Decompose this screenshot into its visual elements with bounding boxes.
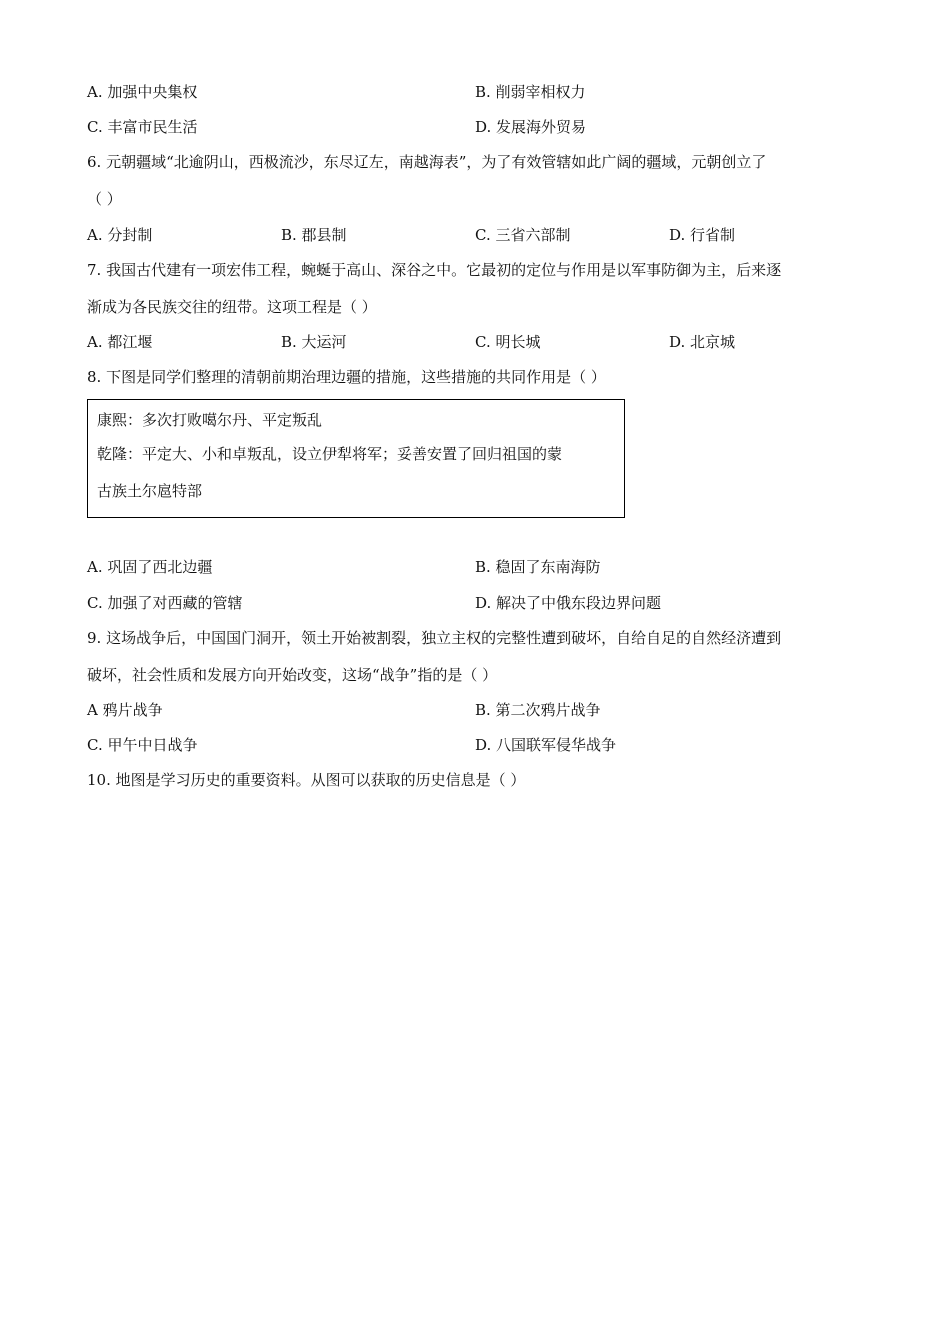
q5-option-a: A. 加强中央集权 (87, 83, 198, 101)
q7-option-d: D. 北京城 (669, 333, 736, 351)
q8-option-c: C. 加强了对西藏的管辖 (87, 594, 243, 612)
q8-option-b: B. 稳固了东南海防 (475, 558, 601, 576)
q9-option-d: D. 八国联军侵华战争 (475, 736, 617, 754)
q7-option-c: C. 明长城 (475, 333, 541, 351)
q5-option-d: D. 发展海外贸易 (475, 118, 587, 136)
q5-option-b: B. 削弱宰相权力 (475, 83, 586, 101)
q5-option-c: C. 丰富市民生活 (87, 118, 198, 136)
q6-option-d: D. 行省制 (669, 226, 736, 244)
q7-option-a: A. 都江堰 (87, 333, 153, 351)
q8-stem: 8. 下图是同学们整理的清朝前期治理边疆的措施，这些措施的共同作用是（ ） (87, 368, 606, 386)
q10-stem: 10. 地图是学习历史的重要资料。从图可以获取的历史信息是（ ） (87, 771, 526, 789)
q6-option-b: B. 郡县制 (281, 226, 347, 244)
q8-box-line3: 古族土尔扈特部 (97, 482, 203, 500)
q7-stem-line2: 渐成为各民族交往的纽带。这项工程是（ ） (87, 298, 377, 316)
q8-measures-box (87, 399, 625, 518)
q7-option-b: B. 大运河 (281, 333, 347, 351)
q9-stem-line2: 破坏，社会性质和发展方向开始改变，这场“战争”指的是（ ） (87, 666, 498, 684)
q8-option-a: A. 巩固了西北边疆 (87, 558, 213, 576)
q6-stem-line2: （ ） (87, 190, 122, 208)
q7-stem-line1: 7. 我国古代建有一项宏伟工程，蜿蜒于高山、深谷之中。它最初的定位与作用是以军事防御为主，后来逐 (87, 261, 782, 279)
q9-option-b: B. 第二次鸦片战争 (475, 701, 601, 719)
q9-option-c: C. 甲午中日战争 (87, 736, 198, 754)
q6-option-a: A. 分封制 (87, 226, 153, 244)
q9-option-a: A 鸦片战争 (87, 701, 163, 719)
q9-stem-line1: 9. 这场战争后，中国国门洞开，领土开始被割裂，独立主权的完整性遭到破坏，自给自足的自然经济遭到 (87, 629, 782, 647)
q8-box-line1: 康熙：多次打败噶尔丹、平定叛乱 (97, 411, 323, 429)
q8-box-line2: 乾隆：平定大、小和卓叛乱，设立伊犁将军；妥善安置了回归祖国的蒙 (97, 445, 563, 463)
q8-option-d: D. 解决了中俄东段边界问题 (475, 594, 662, 612)
q6-option-c: C. 三省六部制 (475, 226, 571, 244)
q6-stem-line1: 6. 元朝疆域“北逾阴山，西极流沙，东尽辽左，南越海表”，为了有效管辖如此广阔的疆域，元朝创立了 (87, 153, 767, 171)
